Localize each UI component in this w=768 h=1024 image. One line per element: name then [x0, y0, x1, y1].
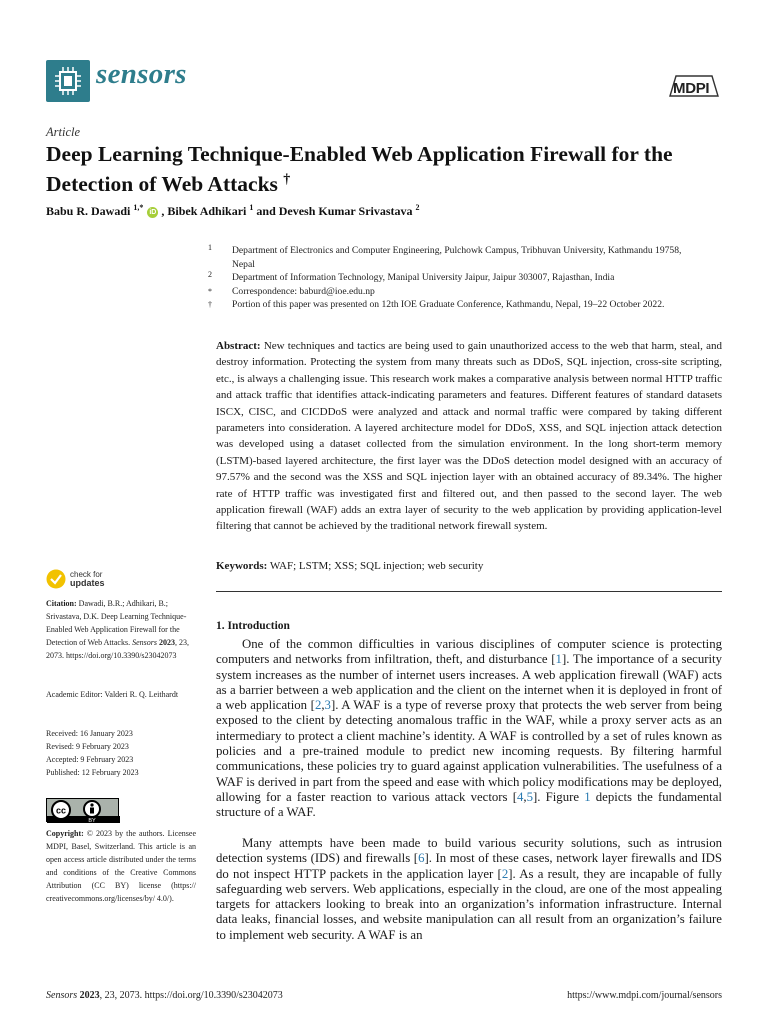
- correspondence-text[interactable]: Correspondence: baburd@ioe.edu.np: [232, 285, 375, 297]
- author-affiliation-mark: 2: [415, 203, 420, 212]
- citation-label: Citation:: [46, 599, 77, 608]
- title-dagger: †: [283, 172, 291, 187]
- citation-journal: Sensors: [132, 637, 157, 647]
- keywords-text: WAF; LSTM; XSS; SQL injection; web security: [269, 560, 484, 572]
- footer-year: 2023: [79, 990, 100, 1001]
- citation: [46, 598, 196, 663]
- abstract-label: Abstract:: [216, 340, 261, 352]
- section-heading: 1. Introduction: [216, 620, 290, 632]
- affiliation-mark: *: [208, 286, 212, 296]
- publisher-name: MDPI: [673, 80, 710, 97]
- revised-date: Revised: 9 February 2023: [46, 741, 129, 751]
- body-paragraph: [216, 836, 722, 943]
- affiliation-text: Department of Electronics and Computer Engineering, Pulchowk Campus, Tribhuvan University, Kathmandu 19758, Nepal: [232, 245, 682, 270]
- paragraph-text: ,: [523, 789, 527, 804]
- check-updates-icon: [46, 569, 66, 589]
- author-affiliation-mark: 1: [249, 203, 254, 212]
- journal-name[interactable]: sensors: [96, 58, 187, 90]
- citation-link[interactable]: 6: [418, 851, 425, 866]
- copyright-text: © 2023 by the authors. Licensee MDPI, Basel, Switzerland. This article is an open access article distributed under the terms and conditions of the Creative Commons Attribution (CC BY) license (https:// creativecommons.org/licenses/by/ 4.0/).: [46, 829, 197, 903]
- footer-journal: Sensors: [46, 990, 78, 1001]
- copyright-notice: [46, 828, 196, 905]
- footer-doi[interactable]: , 23, 2073. https://doi.org/10.3390/s23042073: [99, 990, 283, 1001]
- keywords: [216, 559, 722, 574]
- accepted-date: Accepted: 9 February 2023: [46, 754, 134, 764]
- received-date: Received: 16 January 2023: [46, 729, 133, 738]
- keywords-label: Keywords:: [216, 560, 268, 572]
- footer-journal-url[interactable]: https://www.mdpi.com/journal/sensors: [567, 990, 722, 1001]
- check-for-updates-button[interactable]: [46, 569, 105, 589]
- academic-editor: Academic Editor: Valderi R. Q. Leithardt: [46, 690, 179, 699]
- citation-link[interactable]: 5: [526, 789, 533, 804]
- affiliation-text: Department of Information Technology, Manipal University Jaipur, Jaipur 303007, Rajasthan, India: [232, 272, 615, 284]
- orcid-icon[interactable]: iD: [149, 209, 157, 216]
- paragraph-text: ]. The importance of a security system increases as the number of internet users increases. A web application firewall (WAF) acts as a barrier between a web application and the client on the internet when it is deployed in front of a web application [: [216, 652, 723, 713]
- citation-link[interactable]: 2: [501, 866, 509, 881]
- affiliations: [208, 244, 698, 312]
- citation-link[interactable]: 3: [324, 698, 331, 713]
- paragraph-text: depicts the fundamental structure of a WAF.: [216, 789, 722, 820]
- affiliation-mark: 1: [208, 243, 212, 252]
- svg-text:cc: cc: [55, 805, 67, 816]
- publication-dates: [46, 728, 196, 780]
- affiliation-item: [208, 298, 698, 312]
- paragraph-text: ]. As a result, they are incapable of fully safeguarding web servers. Web applications, especially in the cloud, are one of the most appealing targets for attackers looking to break into an organization’s information infrastructure. Internal data leaks, financial losses, and website manipulation can all result from an organization’s failure to implement web security. A WAF is an: [216, 866, 723, 942]
- citation-text: Dawadi, B.R.; Adhikari, B.; Srivastava, D.K. Deep Learning Technique-Enabled Web Application Firewall for the Detection of Web Attacks.: [46, 599, 187, 647]
- check-updates-line1: check for: [70, 569, 103, 579]
- affiliation-item: [208, 285, 698, 299]
- author-name[interactable]: , Bibek Adhikari: [161, 204, 247, 218]
- body-paragraph: [216, 637, 722, 821]
- author-name[interactable]: Babu R. Dawadi: [46, 204, 131, 218]
- affiliation-mark: †: [208, 300, 212, 310]
- affiliation-mark: 2: [208, 270, 212, 280]
- author-name[interactable]: and Devesh Kumar Srivastava: [256, 204, 413, 218]
- copyright-label: Copyright:: [46, 829, 84, 838]
- abstract-divider: [216, 591, 722, 592]
- article-title-text: Deep Learning Technique-Enabled Web Application Firewall for the Detection of Web Attacks: [46, 142, 673, 197]
- author-affiliation-mark: 1,*: [133, 203, 144, 212]
- paragraph-text: ]. Figure: [532, 789, 585, 804]
- paragraph-text: One of the common difficulties in various disciplines of computer science is protecting computers and networks from infiltration, theft, and disturbance [: [216, 637, 722, 667]
- paragraph-text: ,: [321, 698, 325, 713]
- citation-doi[interactable]: , 23, 2073. https://doi.org/10.3390/s23042073: [46, 637, 189, 660]
- cc-by-license-icon[interactable]: [46, 798, 119, 822]
- abstract: [216, 338, 722, 535]
- journal-logo-icon: [46, 60, 90, 102]
- paragraph-text: Many attempts have been made to build various security solutions, such as intrusion detection systems (IDS) and firewalls [: [216, 836, 722, 866]
- footer-citation: [46, 990, 283, 1001]
- citation-link[interactable]: 4: [516, 789, 524, 804]
- citation-link[interactable]: 1: [555, 652, 562, 667]
- affiliation-item: [208, 271, 698, 285]
- publisher-logo[interactable]: [668, 72, 720, 107]
- article-type: Article: [46, 125, 81, 139]
- citation-link[interactable]: 2: [314, 698, 322, 713]
- affiliation-text: Portion of this paper was presented on 12th IOE Graduate Conference, Kathmandu, Nepal, 19–22 October 2022.: [232, 299, 665, 311]
- affiliation-item: [208, 244, 698, 271]
- figure-link[interactable]: 1: [584, 789, 591, 804]
- published-date: Published: 12 February 2023: [46, 767, 139, 777]
- citation-year: 2023: [158, 637, 175, 647]
- paragraph-text: ]. A WAF is a type of reverse proxy that protects the web server from being exposed to the client by detecting anomalous traffic in the WAF, while a proxy server acts as an intermediary to protect a client machine’s identity. A WAF is controlled by a set of rules known as policies and a pre-trained module to predict new incoming requests. By filtering harmful communications, these policies try to guard against application vulnerabilities. The usefulness of a WAF is derived in part from the speed and ease with which policy modifications may be deployed, allowing for a faster reaction to various attack vectors [: [216, 698, 722, 804]
- svg-text:BY: BY: [88, 818, 96, 823]
- article-title: [46, 141, 736, 197]
- check-updates-line2: updates: [70, 578, 105, 588]
- author-list: [46, 203, 420, 219]
- paragraph-text: ]. In most of these cases, network layer firewalls and IDS do not inspect HTTP packets in the application layer [: [216, 851, 723, 881]
- abstract-text: New techniques and tactics are being used to gain unauthorized access to the web that harm, steal, and destroy information. Protecting the system from many threats such as DDoS, SQL injection, cross-site scripting, etc., is always a challenging issue. This research work makes a comparative analysis between normal HTTP traffic and attack traffic that identifies attack-indicating parameters and features. Different features of standard datasets ISCX, CISC, and CICDDoS were analyzed and attack and normal traffic were compared by taking different parameters into consideration. A layered architecture model for DDoS, XSS, and SQL injection attack detection was developed using a dataset collected from the simulation environment. In the long short-term memory (LSTM)-based layered architecture, the first layer was the DDoS detection model designed with an accuracy of 97.57% and the second was the XSS and SQL injection layer with an obtained accuracy of 89.34%. The higher rate of HTTP traffic was investigated first and filtered out, and then passed to the second layer. The web application firewall (WAF) adds an extra layer of security to the web application by providing application-level filtering that cannot be achieved by the traditional network firewall system.: [216, 340, 722, 533]
